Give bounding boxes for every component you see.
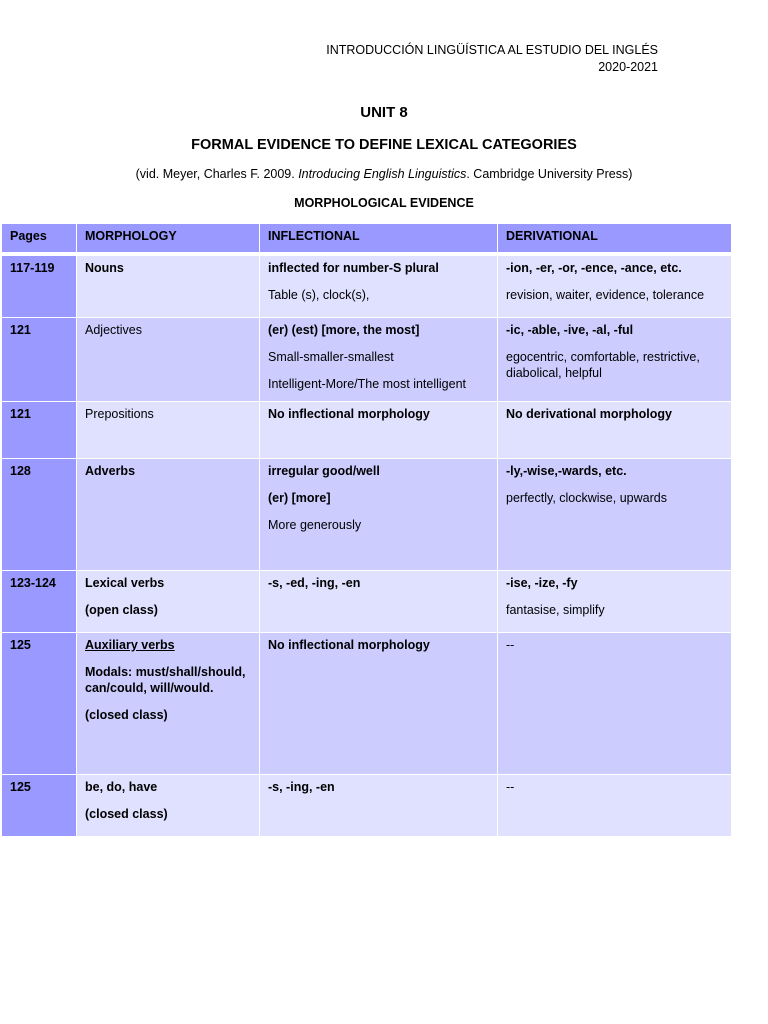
row-morphology	[77, 256, 260, 318]
row-inflectional	[260, 633, 498, 775]
morphology-table	[1, 223, 732, 837]
row-pages: 117-119	[2, 256, 77, 318]
row-derivational	[498, 402, 732, 459]
row-morphology	[77, 318, 260, 402]
row-morphology	[77, 459, 260, 571]
row-pages: 125	[2, 775, 77, 837]
row-pages: 123-124	[2, 571, 77, 633]
table-row	[2, 256, 732, 318]
row-derivational	[498, 571, 732, 633]
header-pages: Pages	[2, 224, 77, 254]
row-derivational	[498, 633, 732, 775]
cell-line: -ic, -able, -ive, -al, -ful	[506, 323, 634, 337]
header-derivational: DERIVATIONAL	[498, 224, 732, 254]
row-inflectional	[260, 256, 498, 318]
cell-line: inflected for number-S plural	[268, 261, 439, 275]
header-inflectional: INFLECTIONAL	[260, 224, 498, 254]
table-row	[2, 775, 732, 837]
row-pages: 121	[2, 318, 77, 402]
reference-prefix: (vid. Meyer, Charles F. 2009.	[135, 167, 299, 181]
cell-line: perfectly, clockwise, upwards	[506, 491, 667, 505]
cell-line: -ion, -er, -or, -ence, -ance, etc.	[506, 261, 682, 275]
cell-line: -s, -ing, -en	[268, 780, 335, 794]
cell-line: (er) (est) [more, the most]	[268, 323, 420, 337]
row-derivational	[498, 775, 732, 837]
course-name: INTRODUCCIÓN LINGÜÍSTICA AL ESTUDIO DEL INGLÉS	[326, 43, 658, 57]
row-pages: 121	[2, 402, 77, 459]
cell-line: be, do, have	[85, 780, 158, 794]
row-inflectional	[260, 318, 498, 402]
cell-line: --	[506, 780, 515, 794]
course-header	[326, 42, 658, 76]
table-row	[2, 633, 732, 775]
cell-line: Lexical verbs	[85, 576, 165, 590]
cell-line: (er) [more]	[268, 491, 331, 505]
row-morphology	[77, 571, 260, 633]
reference-line	[0, 167, 768, 181]
cell-line: fantasise, simplify	[506, 603, 605, 617]
cell-line: No inflectional morphology	[268, 407, 430, 421]
row-morphology	[77, 402, 260, 459]
academic-year: 2020-2021	[598, 60, 658, 74]
cell-line: No derivational morphology	[506, 407, 672, 421]
cell-line: Small-smaller-smallest	[268, 350, 394, 364]
reference-suffix: . Cambridge University Press)	[466, 167, 633, 181]
cell-line: Adjectives	[85, 323, 142, 337]
cell-line: (closed class)	[85, 708, 168, 722]
row-morphology	[77, 775, 260, 837]
cell-line: irregular good/well	[268, 464, 380, 478]
unit-title: UNIT 8	[360, 104, 408, 121]
section-title: MORPHOLOGICAL EVIDENCE	[294, 196, 474, 210]
row-derivational	[498, 318, 732, 402]
cell-line: No inflectional morphology	[268, 638, 430, 652]
row-pages: 125	[2, 633, 77, 775]
reference-book-title: Introducing English Linguistics	[298, 167, 467, 181]
cell-line: -ly,-wise,-wards, etc.	[506, 464, 627, 478]
cell-line: Auxiliary verbs	[85, 638, 175, 652]
cell-line: (open class)	[85, 603, 158, 617]
table-row	[2, 402, 732, 459]
row-derivational	[498, 256, 732, 318]
row-derivational	[498, 459, 732, 571]
row-morphology	[77, 633, 260, 775]
cell-line: (closed class)	[85, 807, 168, 821]
cell-line: Intelligent-More/The most intelligent	[268, 377, 467, 391]
cell-line: Modals: must/shall/should, can/could, will/would.	[85, 665, 246, 695]
table-row	[2, 459, 732, 571]
row-inflectional	[260, 571, 498, 633]
cell-line: -s, -ed, -ing, -en	[268, 576, 361, 590]
cell-line: revision, waiter, evidence, tolerance	[506, 288, 705, 302]
cell-line: Table (s), clock(s),	[268, 288, 370, 302]
header-morphology: MORPHOLOGY	[77, 224, 260, 254]
cell-line: Adverbs	[85, 464, 136, 478]
cell-line: Nouns	[85, 261, 124, 275]
row-pages: 128	[2, 459, 77, 571]
cell-line: -ise, -ize, -fy	[506, 576, 578, 590]
table-header-row	[2, 224, 732, 254]
cell-line: More generously	[268, 518, 362, 532]
cell-line: --	[506, 638, 515, 652]
table-row	[2, 571, 732, 633]
row-inflectional	[260, 459, 498, 571]
page-heading: FORMAL EVIDENCE TO DEFINE LEXICAL CATEGORIES	[191, 137, 577, 153]
row-inflectional	[260, 402, 498, 459]
row-inflectional	[260, 775, 498, 837]
cell-line: egocentric, comfortable, restrictive, diabolical, helpful	[506, 350, 700, 380]
cell-line: Prepositions	[85, 407, 154, 421]
table-row	[2, 318, 732, 402]
